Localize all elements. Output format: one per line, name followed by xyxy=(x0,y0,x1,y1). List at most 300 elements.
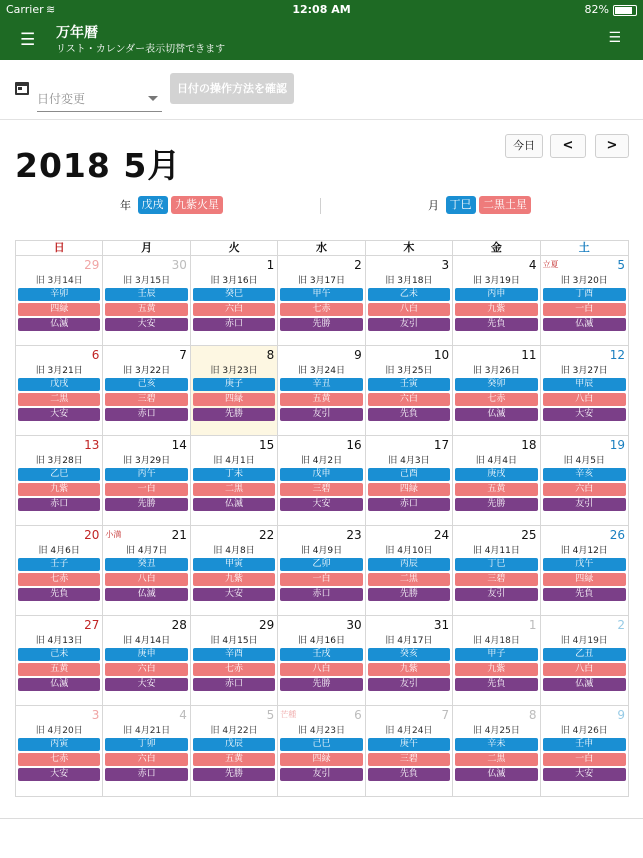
day-kanshi-tag: 癸亥 xyxy=(368,648,450,661)
lunar-date: 旧 4月16日 xyxy=(297,636,346,646)
lunar-date: 旧 4月10日 xyxy=(385,546,433,556)
day-kyusei-tag: 八白 xyxy=(368,303,450,316)
lunar-date: 旧 4月2日 xyxy=(300,456,343,466)
day-number: 22 xyxy=(259,528,275,542)
status-bar xyxy=(0,0,643,20)
day-rokuyo-tag: 仏滅 xyxy=(543,318,626,331)
calendar-day-cell[interactable] xyxy=(541,346,628,435)
day-kanshi-tag: 乙卯 xyxy=(280,558,362,571)
day-rokuyo-tag: 大安 xyxy=(280,498,362,511)
calendar-weeks xyxy=(16,256,628,796)
lunar-date: 旧 4月9日 xyxy=(300,546,343,556)
day-number: 13 xyxy=(84,438,100,452)
day-rokuyo-tag: 友引 xyxy=(543,498,626,511)
day-number: 27 xyxy=(84,618,100,632)
calendar-day-cell[interactable] xyxy=(103,616,190,705)
calendar-day-cell[interactable] xyxy=(453,616,540,705)
lunar-date: 旧 4月26日 xyxy=(560,726,608,736)
lunar-date: 旧 4月24日 xyxy=(385,726,433,736)
calendar-day-cell[interactable] xyxy=(278,256,365,345)
day-rokuyo-tag: 先負 xyxy=(455,318,537,331)
day-rokuyo-tag: 仏滅 xyxy=(193,498,275,511)
day-rokuyo-tag: 友引 xyxy=(280,768,362,781)
calendar-day-cell[interactable] xyxy=(191,526,278,615)
day-rokuyo-tag: 大安 xyxy=(18,768,100,781)
calendar-day-cell[interactable] xyxy=(366,616,453,705)
calendar-day-cell[interactable] xyxy=(366,256,453,345)
day-number: 4 xyxy=(528,258,537,272)
day-kyusei-tag: 五黄 xyxy=(280,393,362,406)
day-kyusei-tag: 六白 xyxy=(105,663,187,676)
day-kanshi-tag: 丙申 xyxy=(455,288,537,301)
lunar-date: 旧 4月19日 xyxy=(560,636,608,646)
day-number: 18 xyxy=(521,438,537,452)
day-rokuyo-tag: 友引 xyxy=(280,408,362,421)
day-number: 17 xyxy=(433,438,450,452)
day-kanshi-tag: 丁酉 xyxy=(543,288,626,301)
day-kanshi-tag: 戊午 xyxy=(543,558,626,571)
day-kyusei-tag: 八白 xyxy=(543,393,626,406)
day-rokuyo-tag: 友引 xyxy=(455,588,537,601)
date-controls xyxy=(0,60,643,120)
calendar-day-cell[interactable] xyxy=(103,436,190,525)
lunar-date: 旧 3月29日 xyxy=(123,456,171,466)
day-kyusei-tag: 二黒 xyxy=(455,753,537,766)
lunar-date: 旧 4月14日 xyxy=(123,636,171,646)
kanshi-divider xyxy=(320,198,321,214)
day-kyusei-tag: 七赤 xyxy=(18,753,100,766)
day-number: 24 xyxy=(433,528,450,542)
day-number: 30 xyxy=(171,258,187,272)
day-kyusei-tag: 八白 xyxy=(543,663,626,676)
calendar-day-cell[interactable] xyxy=(453,346,540,435)
day-number: 4 xyxy=(179,708,187,722)
day-number: 8 xyxy=(266,348,275,362)
day-rokuyo-tag: 先負 xyxy=(18,588,100,601)
day-rokuyo-tag: 大安 xyxy=(543,408,626,421)
day-rokuyo-tag: 大安 xyxy=(105,678,187,691)
day-rokuyo-tag: 赤口 xyxy=(18,498,100,511)
day-rokuyo-tag: 赤口 xyxy=(368,498,450,511)
calendar-day-cell[interactable] xyxy=(16,616,103,705)
day-rokuyo-tag: 先負 xyxy=(455,678,537,691)
day-rokuyo-tag: 先勝 xyxy=(280,318,362,331)
day-number: 1 xyxy=(528,618,537,632)
day-kanshi-tag: 庚申 xyxy=(105,648,187,661)
day-number: 1 xyxy=(266,258,275,272)
day-kyusei-tag: 五黄 xyxy=(105,303,187,316)
day-kyusei-tag: 四緑 xyxy=(368,483,450,496)
bottom-divider xyxy=(0,818,643,819)
day-kyusei-tag: 五黄 xyxy=(193,753,275,766)
day-kanshi-tag: 己亥 xyxy=(105,378,187,391)
lunar-date: 旧 3月26日 xyxy=(472,366,520,376)
calendar-day-cell[interactable] xyxy=(541,526,628,615)
caret-down-icon xyxy=(148,96,158,101)
day-number: 7 xyxy=(179,348,187,362)
battery-percent: 82% xyxy=(584,3,609,16)
app-bar xyxy=(0,20,643,60)
day-number: 29 xyxy=(259,618,275,632)
day-number: 9 xyxy=(354,348,362,362)
calendar-week xyxy=(16,526,628,616)
day-number: 6 xyxy=(91,348,100,362)
day-kanshi-tag: 甲子 xyxy=(455,648,537,661)
day-kanshi-tag: 癸巳 xyxy=(193,288,275,301)
lunar-date: 旧 3月17日 xyxy=(297,276,346,286)
day-number: 6 xyxy=(354,708,362,722)
day-rokuyo-tag: 先勝 xyxy=(105,498,187,511)
day-rokuyo-tag: 先負 xyxy=(543,588,626,601)
day-number: 10 xyxy=(433,348,450,362)
calendar-day-cell[interactable] xyxy=(453,256,540,345)
day-kanshi-tag: 己未 xyxy=(18,648,100,661)
lunar-date: 旧 4月6日 xyxy=(38,546,80,556)
day-kyusei-tag: 八白 xyxy=(280,663,362,676)
day-number: 28 xyxy=(171,618,187,632)
day-kanshi-tag: 戊辰 xyxy=(193,738,275,751)
day-rokuyo-tag: 赤口 xyxy=(193,678,275,691)
day-kanshi-tag: 甲寅 xyxy=(193,558,275,571)
day-kyusei-tag: 七赤 xyxy=(18,573,100,586)
calendar-day-cell[interactable] xyxy=(453,706,540,796)
day-kanshi-tag: 壬辰 xyxy=(105,288,187,301)
weekday-mon: 月 xyxy=(103,241,190,255)
lunar-date: 旧 3月27日 xyxy=(560,366,608,376)
day-kyusei-tag: 一白 xyxy=(105,483,187,496)
day-rokuyo-tag: 大安 xyxy=(18,408,100,421)
weekday-wed: 水 xyxy=(278,241,365,255)
day-kyusei-tag: 三碧 xyxy=(105,393,187,406)
day-number: 8 xyxy=(528,708,537,722)
day-kanshi-tag: 庚戌 xyxy=(455,468,537,481)
day-kanshi-tag: 癸卯 xyxy=(455,378,537,391)
day-kyusei-tag: 二黒 xyxy=(18,393,100,406)
calendar-week xyxy=(16,346,628,436)
day-kyusei-tag: 三碧 xyxy=(368,753,450,766)
date-select-placeholder: 日付変更 xyxy=(37,92,86,106)
month-kyusei-chip: 二黒土星 xyxy=(479,196,531,214)
calendar-day-cell[interactable] xyxy=(191,616,278,705)
calendar-day-cell[interactable] xyxy=(191,436,278,525)
day-kanshi-tag: 壬戌 xyxy=(280,648,362,661)
calendar-day-cell[interactable] xyxy=(541,436,628,525)
day-kanshi-tag: 辛亥 xyxy=(543,468,626,481)
day-kanshi-tag: 戊戌 xyxy=(18,378,100,391)
day-rokuyo-tag: 赤口 xyxy=(105,768,187,781)
day-kanshi-tag: 壬寅 xyxy=(368,378,450,391)
calendar-day-cell[interactable] xyxy=(103,706,190,796)
day-number: 20 xyxy=(84,528,100,542)
lunar-date: 旧 4月7日 xyxy=(125,546,168,556)
day-number: 2 xyxy=(354,258,362,272)
calendar-day-cell[interactable] xyxy=(366,526,453,615)
year-kyusei-chip: 九紫火星 xyxy=(171,196,223,214)
howto-button[interactable]: 日付の操作方法を確認 xyxy=(170,73,294,104)
lunar-date: 旧 4月13日 xyxy=(35,636,83,646)
calendar-day-cell[interactable] xyxy=(453,526,540,615)
day-number: 3 xyxy=(91,708,100,722)
calendar-day-cell[interactable] xyxy=(366,346,453,435)
day-number: 5 xyxy=(266,708,275,722)
calendar-week xyxy=(16,256,628,346)
day-kyusei-tag: 六白 xyxy=(543,483,626,496)
day-rokuyo-tag: 仏滅 xyxy=(105,588,187,601)
day-kyusei-tag: 四緑 xyxy=(280,753,362,766)
calendar-day-cell[interactable] xyxy=(278,346,365,435)
year-kanshi-chip: 戊戌 xyxy=(138,196,168,214)
lunar-date: 旧 4月18日 xyxy=(472,636,520,646)
day-kyusei-tag: 八白 xyxy=(105,573,187,586)
sekki-label: 小満 xyxy=(105,530,122,539)
calendar-day-cell[interactable] xyxy=(278,706,365,796)
day-kanshi-tag: 庚子 xyxy=(193,378,275,391)
day-kyusei-tag: 三碧 xyxy=(455,573,537,586)
day-kyusei-tag: 九紫 xyxy=(455,303,537,316)
today-button[interactable]: 今日 xyxy=(505,134,543,158)
sekki-label: 芒種 xyxy=(280,710,297,719)
day-rokuyo-tag: 先負 xyxy=(368,768,450,781)
lunar-date: 旧 4月5日 xyxy=(563,456,605,466)
app-title: 万年暦 xyxy=(56,25,98,41)
day-kanshi-tag: 辛丑 xyxy=(280,378,362,391)
day-number: 26 xyxy=(609,528,625,542)
day-kanshi-tag: 乙巳 xyxy=(18,468,100,481)
calendar-day-cell[interactable] xyxy=(16,346,103,435)
day-rokuyo-tag: 仏滅 xyxy=(455,408,537,421)
day-kyusei-tag: 四緑 xyxy=(18,303,100,316)
day-rokuyo-tag: 赤口 xyxy=(280,588,362,601)
calendar-week xyxy=(16,436,628,526)
day-number: 19 xyxy=(609,438,625,452)
calendar-day-cell[interactable] xyxy=(16,256,103,345)
day-rokuyo-tag: 先勝 xyxy=(368,588,450,601)
calendar-day-cell[interactable] xyxy=(366,436,453,525)
day-kyusei-tag: 九紫 xyxy=(455,663,537,676)
lunar-date: 旧 4月25日 xyxy=(472,726,520,736)
lunar-date: 旧 3月22日 xyxy=(123,366,171,376)
day-kanshi-tag: 癸丑 xyxy=(105,558,187,571)
calendar-day-cell[interactable] xyxy=(16,706,103,796)
app-subtitle: リスト・カレンダー表示切替できます xyxy=(56,44,226,55)
weekday-sun: 日 xyxy=(16,241,103,255)
year-kanshi xyxy=(120,196,223,216)
day-rokuyo-tag: 先負 xyxy=(368,408,450,421)
day-kanshi-tag: 己巳 xyxy=(280,738,362,751)
day-kanshi-tag: 壬子 xyxy=(18,558,100,571)
lunar-date: 旧 3月28日 xyxy=(35,456,83,466)
day-kanshi-tag: 壬申 xyxy=(543,738,626,751)
weekday-tue: 火 xyxy=(191,241,278,255)
lunar-date: 旧 4月11日 xyxy=(472,546,520,556)
day-number: 15 xyxy=(259,438,275,452)
calendar-day-cell[interactable] xyxy=(16,436,103,525)
weekday-thu: 木 xyxy=(366,241,453,255)
day-kyusei-tag: 一白 xyxy=(543,303,626,316)
day-kyusei-tag: 一白 xyxy=(280,573,362,586)
day-number: 30 xyxy=(346,618,362,632)
lunar-date: 旧 3月24日 xyxy=(297,366,346,376)
day-kanshi-tag: 丙辰 xyxy=(368,558,450,571)
day-kyusei-tag: 一白 xyxy=(543,753,626,766)
lunar-date: 旧 4月12日 xyxy=(560,546,608,556)
day-kyusei-tag: 九紫 xyxy=(18,483,100,496)
day-number: 21 xyxy=(171,528,187,542)
day-kanshi-tag: 丁卯 xyxy=(105,738,187,751)
day-kyusei-tag: 二黒 xyxy=(368,573,450,586)
day-number: 31 xyxy=(433,618,450,632)
calendar-day-cell[interactable] xyxy=(278,616,365,705)
day-number: 11 xyxy=(521,348,537,362)
lunar-date: 旧 3月16日 xyxy=(210,276,258,286)
month-kanshi-chip: 丁巳 xyxy=(446,196,476,214)
day-rokuyo-tag: 赤口 xyxy=(105,408,187,421)
calendar-day-cell[interactable] xyxy=(103,256,190,345)
calendar-icon xyxy=(15,82,29,95)
calendar-day-cell[interactable] xyxy=(191,256,278,345)
day-kanshi-tag: 丙午 xyxy=(105,468,187,481)
day-kanshi-tag: 辛未 xyxy=(455,738,537,751)
calendar-week xyxy=(16,706,628,796)
list-view-icon[interactable]: ☰ xyxy=(608,30,621,46)
day-rokuyo-tag: 先勝 xyxy=(280,678,362,691)
day-number: 2 xyxy=(617,618,625,632)
day-kyusei-tag: 五黄 xyxy=(18,663,100,676)
carrier-label: Carrier xyxy=(6,3,44,16)
day-kyusei-tag: 六白 xyxy=(105,753,187,766)
day-kanshi-tag: 丁巳 xyxy=(455,558,537,571)
lunar-date: 旧 3月20日 xyxy=(560,276,608,286)
day-rokuyo-tag: 大安 xyxy=(543,768,626,781)
day-rokuyo-tag: 大安 xyxy=(105,318,187,331)
day-rokuyo-tag: 大安 xyxy=(193,588,275,601)
lunar-date: 旧 4月17日 xyxy=(385,636,433,646)
day-kanshi-tag: 辛酉 xyxy=(193,648,275,661)
lunar-date: 旧 3月21日 xyxy=(35,366,83,376)
month-kanshi xyxy=(428,196,531,216)
day-kanshi-tag: 丙寅 xyxy=(18,738,100,751)
day-kyusei-tag: 九紫 xyxy=(193,573,275,586)
day-kanshi-tag: 庚午 xyxy=(368,738,450,751)
lunar-date: 旧 4月15日 xyxy=(210,636,258,646)
date-change-select[interactable] xyxy=(37,87,162,112)
lunar-date: 旧 3月15日 xyxy=(123,276,171,286)
day-number: 14 xyxy=(171,438,187,452)
day-kanshi-tag: 乙未 xyxy=(368,288,450,301)
day-rokuyo-tag: 友引 xyxy=(368,318,450,331)
calendar-day-cell[interactable] xyxy=(16,526,103,615)
day-number: 3 xyxy=(441,258,450,272)
day-rokuyo-tag: 先勝 xyxy=(193,408,275,421)
day-kanshi-tag: 乙丑 xyxy=(543,648,626,661)
day-rokuyo-tag: 赤口 xyxy=(193,318,275,331)
day-rokuyo-tag: 仏滅 xyxy=(18,678,100,691)
calendar-day-cell[interactable] xyxy=(541,706,628,796)
status-time: 12:08 AM xyxy=(292,3,351,16)
calendar-day-cell[interactable] xyxy=(103,526,190,615)
day-kyusei-tag: 七赤 xyxy=(455,393,537,406)
lunar-date: 旧 4月1日 xyxy=(213,456,255,466)
lunar-date: 旧 4月23日 xyxy=(297,726,346,736)
lunar-date: 旧 4月22日 xyxy=(210,726,258,736)
day-rokuyo-tag: 仏滅 xyxy=(18,318,100,331)
lunar-date: 旧 4月20日 xyxy=(35,726,83,736)
calendar-day-cell[interactable] xyxy=(191,346,278,435)
day-kanshi-tag: 丁未 xyxy=(193,468,275,481)
calendar-week xyxy=(16,616,628,706)
day-rokuyo-tag: 先勝 xyxy=(455,498,537,511)
day-kanshi-tag: 辛卯 xyxy=(18,288,100,301)
day-number: 29 xyxy=(84,258,100,272)
calendar-day-cell[interactable] xyxy=(103,346,190,435)
day-kyusei-tag: 四緑 xyxy=(543,573,626,586)
calendar-day-cell[interactable] xyxy=(366,706,453,796)
weekday-fri: 金 xyxy=(453,241,540,255)
calendar-day-cell[interactable] xyxy=(278,436,365,525)
calendar-day-cell[interactable] xyxy=(541,256,628,345)
day-kyusei-tag: 五黄 xyxy=(455,483,537,496)
wifi-icon: ≋ xyxy=(46,3,56,16)
lunar-date: 旧 4月21日 xyxy=(123,726,171,736)
calendar-day-cell[interactable] xyxy=(191,706,278,796)
day-kanshi-tag: 甲辰 xyxy=(543,378,626,391)
day-kyusei-tag: 七赤 xyxy=(280,303,362,316)
menu-icon[interactable]: ☰ xyxy=(20,30,36,50)
weekday-sat: 土 xyxy=(578,241,590,254)
day-kyusei-tag: 九紫 xyxy=(368,663,450,676)
day-number: 7 xyxy=(441,708,450,722)
month-title: 2018 5月 xyxy=(15,146,182,185)
calendar-grid xyxy=(15,240,629,797)
day-number: 23 xyxy=(346,528,362,542)
day-kyusei-tag: 三碧 xyxy=(280,483,362,496)
day-kyusei-tag: 四緑 xyxy=(193,393,275,406)
day-kanshi-tag: 戊申 xyxy=(280,468,362,481)
day-rokuyo-tag: 仏滅 xyxy=(455,768,537,781)
lunar-date: 旧 3月19日 xyxy=(472,276,520,286)
day-number: 12 xyxy=(609,348,625,362)
lunar-date: 旧 4月4日 xyxy=(475,456,518,466)
calendar-day-cell[interactable] xyxy=(453,436,540,525)
day-number: 9 xyxy=(617,708,625,722)
day-rokuyo-tag: 先勝 xyxy=(193,768,275,781)
day-kyusei-tag: 二黒 xyxy=(193,483,275,496)
day-number: 5 xyxy=(617,258,625,272)
day-kyusei-tag: 六白 xyxy=(193,303,275,316)
next-month-button[interactable]: > xyxy=(595,134,629,158)
weekday-header xyxy=(16,241,628,256)
day-kanshi-tag: 己酉 xyxy=(368,468,450,481)
calendar-day-cell[interactable] xyxy=(278,526,365,615)
year-label: 年 xyxy=(120,199,131,212)
lunar-date: 旧 4月8日 xyxy=(213,546,255,556)
sekki-label: 立夏 xyxy=(542,260,559,269)
calendar-day-cell[interactable] xyxy=(541,616,628,705)
lunar-date: 旧 3月23日 xyxy=(210,366,258,376)
day-rokuyo-tag: 仏滅 xyxy=(543,678,626,691)
battery-icon xyxy=(613,5,637,16)
lunar-date: 旧 3月18日 xyxy=(385,276,433,286)
lunar-date: 旧 4月3日 xyxy=(388,456,430,466)
prev-month-button[interactable]: < xyxy=(550,134,586,158)
month-label: 月 xyxy=(428,199,439,212)
day-rokuyo-tag: 友引 xyxy=(368,678,450,691)
day-kanshi-tag: 甲午 xyxy=(280,288,362,301)
day-number: 25 xyxy=(521,528,537,542)
day-kyusei-tag: 七赤 xyxy=(193,663,275,676)
day-kyusei-tag: 六白 xyxy=(368,393,450,406)
lunar-date: 旧 3月25日 xyxy=(385,366,433,376)
